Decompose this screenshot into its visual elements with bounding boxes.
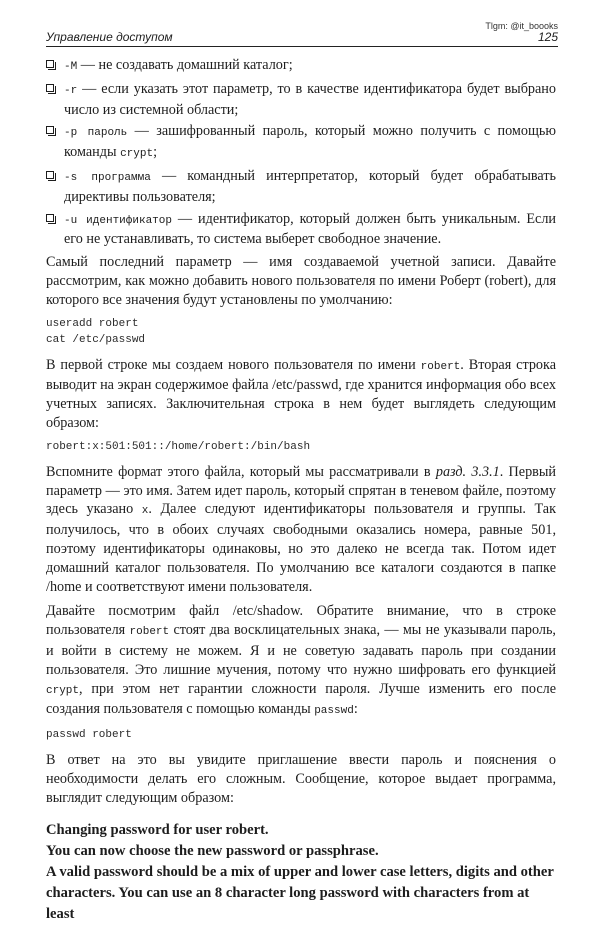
paragraph: Вспомните формат этого файла, который мы рассматривали в разд. 3.3.1. Первый параметр — это имя. Затем идет пароль, который спрятан в теневом файле, поэтому здесь указано x. Далее следуют идентификаторы пользователя и группы. Так получилось, что в обоих случаях свободными оказались номера, равные 501, поэтому идентификаторы одинаковы, но это далеко не всегда так. Потом идет домашний каталог пользователя. По умолчанию все каталоги создаются в папке /home и соответствуют имени пользователя. xyxy=(46,463,556,595)
checkbox-bullet-icon xyxy=(46,60,54,68)
code-block: passwd robert xyxy=(46,729,132,742)
option-item: -M — не создавать домашний каталог; xyxy=(46,56,556,77)
paragraph: Давайте посмотрим файл /etc/shadow. Обратите внимание, что в строке пользователя robert стоят два восклицательных знака, — мы не указывали пароль, и войти в систему не можем. Я и не советую задавать пароль при создании пользователя. Это лишние мучения, потому что нужно шифровать его функцией crypt, при этом нет гарантии сложности пароля. Лучше изменить его после создания пользователя с помощью команды passwd: xyxy=(46,603,556,718)
code-block: useradd robert cat /etc/passwd xyxy=(46,317,146,346)
running-header xyxy=(46,30,558,47)
checkbox-bullet-icon xyxy=(46,84,54,92)
paragraph: В ответ на это вы увидите приглашение ввести пароль и пояснения о необходимости делать его сложным. Сообщение, которое выдает программа, выглядит следующим образом: xyxy=(46,752,556,806)
option-item: -r — если указать этот параметр, то в качестве идентификатора будет выбрано число из системной области; xyxy=(46,80,556,120)
option-item: -s программа — командный интерпретатор, который будет обрабатывать директивы пользователя; xyxy=(46,167,556,207)
watermark-text: Tlgm: @it_boooks xyxy=(485,21,558,31)
output-line: A valid password should be a mix of upper and lower case letters, digits and other characters. You can use an 8 character long password with characters from at least xyxy=(46,863,554,922)
paragraph: Самый последний параметр — имя создаваемой учетной записи. Давайте рассмотрим, как можно добавить нового пользователя по имени Роберт (robert), для которого все значения будут установлены по умолчанию: xyxy=(46,254,556,308)
chapter-title: Управление доступом xyxy=(46,30,173,44)
output-line: You can now choose the new password or passphrase. xyxy=(46,842,379,859)
code-block: robert:x:501:501::/home/robert:/bin/bash xyxy=(46,440,311,453)
checkbox-bullet-icon xyxy=(46,126,54,134)
program-output xyxy=(46,820,556,925)
output-line: Changing password for user robert. xyxy=(46,821,269,838)
section-reference: разд. 3.3.1 xyxy=(435,463,500,480)
option-item: -p пароль — зашифрованный пароль, который можно получить с помощью команды crypt; xyxy=(46,122,556,164)
paragraph: В первой строке мы создаем нового пользователя по имени robert. Вторая строка выводит на экран содержимое файла /etc/passwd, где хранится информация обо всех учетных записях. Заключительная строка в нем будет выглядеть следующим образом: xyxy=(46,356,557,431)
option-item: -u идентификатор — идентификатор, который должен быть уникальным. Если его не устанавливать, то система выберет свободное значение. xyxy=(46,210,556,250)
page-number: 125 xyxy=(537,30,558,44)
page-body xyxy=(46,56,556,925)
checkbox-bullet-icon xyxy=(46,171,54,179)
checkbox-bullet-icon xyxy=(46,214,54,222)
